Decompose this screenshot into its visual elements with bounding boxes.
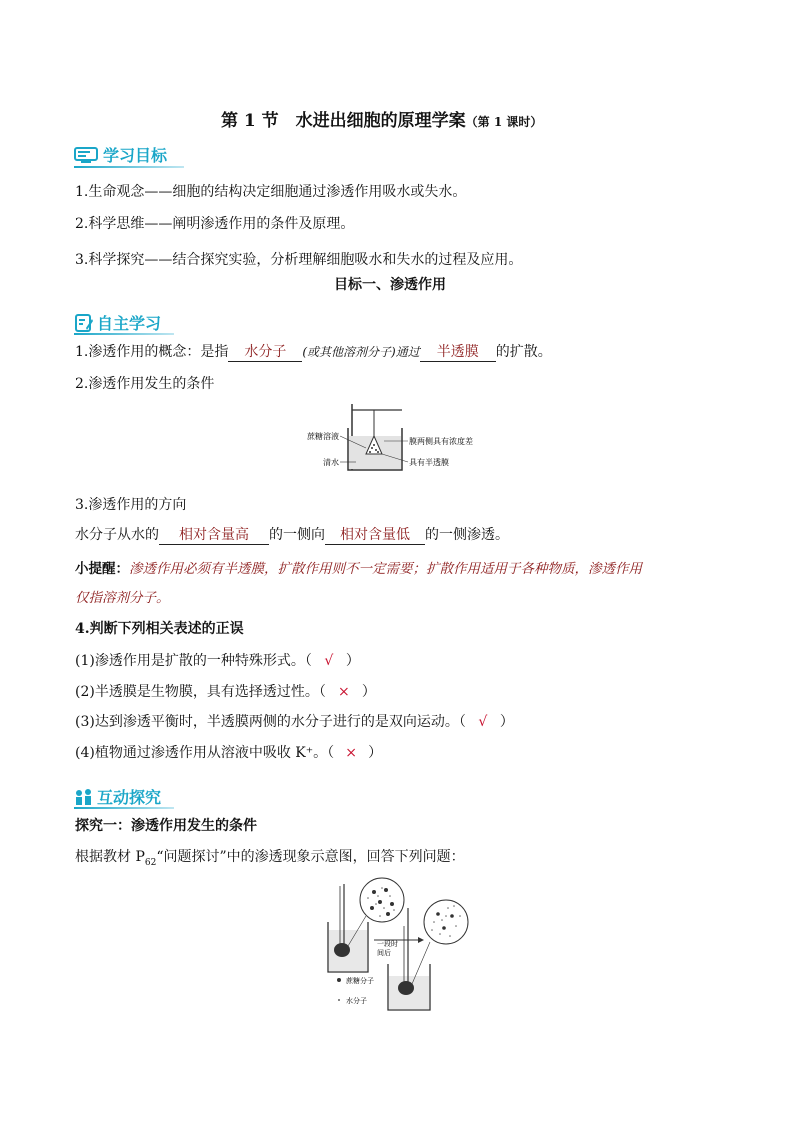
objective-item: 2.科学思维——阐明渗透作用的条件及原理。 bbox=[75, 216, 355, 232]
explore-heading-label: 互动探究 bbox=[97, 788, 162, 807]
question-3: 3.渗透作用的方向 bbox=[75, 497, 187, 513]
judgment-text: (2)半透膜是生物膜，具有选择透过性。（ bbox=[75, 684, 326, 700]
intro-suffix: “问题探讨”中的渗透现象示意图，回答下列问题： bbox=[156, 849, 465, 865]
section-objectives-heading bbox=[74, 143, 167, 169]
q1-suffix: 的扩散。 bbox=[495, 344, 552, 360]
self-study-underline bbox=[74, 333, 174, 335]
objectives-underline bbox=[74, 166, 184, 168]
question-1 bbox=[75, 341, 552, 362]
judgment-mark: × bbox=[337, 684, 350, 700]
judgment-item bbox=[75, 711, 514, 731]
osmosis-setup-figure bbox=[300, 398, 500, 482]
page-title-sub: （第 1 课时） bbox=[465, 115, 543, 129]
label-concentration-difference: 膜两侧具有浓度差 bbox=[409, 437, 473, 446]
objective-item: 1.生命观念——细胞的结构决定细胞通过渗透作用吸水或失水。 bbox=[75, 184, 467, 200]
objective-item: 3.科学探究——结合探究实验，分析理解细胞吸水和失水的过程及应用。 bbox=[75, 252, 523, 268]
label-after-time-2: 间后 bbox=[377, 949, 391, 957]
explore-underline bbox=[74, 807, 174, 809]
tip-line-2: 仅指溶剂分子。 bbox=[75, 590, 170, 606]
direction-suffix: 的一侧渗透。 bbox=[425, 527, 509, 543]
judgment-mark: √ bbox=[324, 653, 334, 669]
tip-text-1: 渗透作用必须有半透膜，扩散作用则不一定需要；扩散作用适用于各种物质，渗透作用 bbox=[129, 561, 642, 577]
q1-answer-2: 半透膜 bbox=[420, 341, 496, 362]
judgment-item bbox=[75, 681, 376, 701]
label-after-time-1: 一段时 bbox=[377, 940, 398, 948]
goal-one-heading: 目标一、渗透作用 bbox=[334, 277, 446, 293]
question-4: 4.判断下列相关表述的正误 bbox=[75, 621, 244, 637]
page-title bbox=[221, 106, 542, 131]
judgment-mark: × bbox=[345, 745, 357, 761]
judgment-item bbox=[75, 650, 360, 670]
page-title-main: 第 1 节 水进出细胞的原理学案 bbox=[221, 111, 466, 131]
direction-answer-2: 相对含量低 bbox=[325, 524, 425, 545]
direction-prefix: 水分子从水的 bbox=[75, 527, 159, 543]
judgment-end: ） bbox=[368, 745, 383, 761]
label-semipermeable-membrane: 具有半透膜 bbox=[409, 458, 449, 467]
label-clear-water: 清水 bbox=[323, 458, 339, 467]
q1-prefix: 1.渗透作用的概念：是指 bbox=[75, 344, 229, 360]
objectives-heading-label: 学习目标 bbox=[103, 146, 168, 165]
judgment-text: (3)达到渗透平衡时，半透膜两侧的水分子进行的是双向运动。（ bbox=[75, 714, 466, 730]
legend-sucrose-molecule: 蔗糖分子 bbox=[346, 977, 374, 985]
judgment-text: (4)植物通过渗透作用从溶液中吸收 K⁺。（ bbox=[75, 745, 335, 761]
tip-label: 小提醒： bbox=[75, 561, 129, 577]
intro-prefix: 根据教材 P bbox=[75, 849, 145, 865]
intro-page-subscript: 62 bbox=[144, 857, 157, 868]
direction-answer-1: 相对含量高 bbox=[159, 524, 269, 545]
tip-line-1 bbox=[75, 557, 642, 577]
direction-statement bbox=[75, 524, 509, 545]
direction-mid: 的一侧向 bbox=[269, 527, 325, 543]
judgment-end: ） bbox=[499, 714, 514, 730]
self-study-heading-label: 自主学习 bbox=[97, 314, 162, 333]
explore-subheading: 探究一：渗透作用发生的条件 bbox=[75, 818, 257, 834]
explore-intro bbox=[75, 846, 465, 868]
judgment-mark: √ bbox=[478, 714, 488, 730]
legend-water-molecule: 水分子 bbox=[346, 997, 367, 1005]
q1-answer-1: 水分子 bbox=[228, 341, 302, 362]
label-sucrose-solution: 蔗糖溶液 bbox=[307, 432, 339, 441]
osmosis-phenomenon-figure bbox=[322, 876, 472, 1020]
judgment-end: ） bbox=[361, 684, 376, 700]
judgment-text: (1)渗透作用是扩散的一种特殊形式。（ bbox=[75, 653, 312, 669]
question-2: 2.渗透作用发生的条件 bbox=[75, 376, 215, 392]
judgment-end: ） bbox=[345, 653, 360, 669]
judgment-item bbox=[75, 742, 382, 762]
objectives-icon bbox=[74, 145, 100, 169]
q1-mid: (或其他溶剂分子)通过 bbox=[302, 345, 420, 359]
